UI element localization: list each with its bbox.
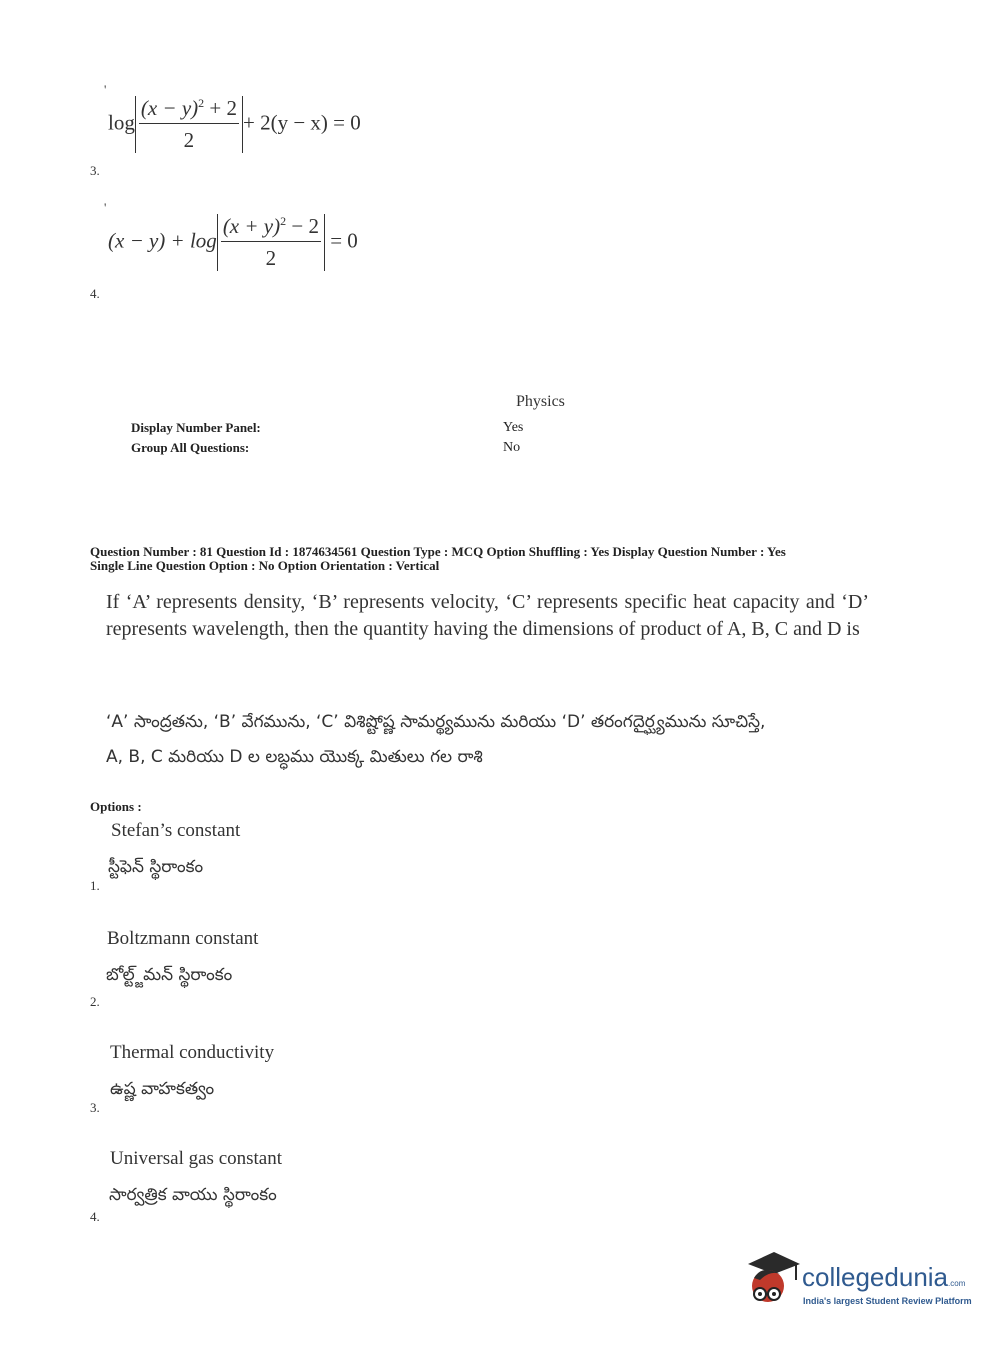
equation-option-3 bbox=[108, 96, 361, 153]
equation-option-4 bbox=[108, 214, 358, 271]
option-3-english[interactable]: Thermal conductivity bbox=[110, 1042, 275, 1063]
option-3-number: 3. bbox=[90, 1100, 100, 1115]
option-2-telugu[interactable]: బోల్ట్జ్‌మన్ స్థిరాంకం bbox=[106, 965, 233, 985]
collegedunia-logo[interactable] bbox=[740, 1250, 970, 1310]
eq3-denominator: 2 bbox=[183, 128, 195, 152]
option-4-number: 4. bbox=[90, 1209, 100, 1224]
eq3-fraction bbox=[139, 96, 239, 153]
eq3-abs-bars bbox=[135, 96, 243, 153]
option-number: 4. bbox=[90, 286, 100, 301]
option-2-number: 2. bbox=[90, 994, 100, 1009]
option-4-telugu[interactable]: సార్వత్రిక వాయు స్థిరాంకం bbox=[109, 1185, 277, 1205]
option-1-english[interactable]: Stefan’s constant bbox=[111, 820, 241, 841]
question-text-telugu-line2: A, B, C మరియు D ల లబ్ధము యొక్క మితులు గల రాశి bbox=[106, 747, 483, 767]
eq4-exponent: 2 bbox=[280, 214, 287, 228]
eq4-head: (x − y) + log bbox=[108, 228, 217, 253]
eq4-numerator-tail: − 2 bbox=[291, 214, 319, 238]
logo-tagline: India's largest Student Review Platform bbox=[803, 1296, 972, 1306]
eq3-exponent: 2 bbox=[198, 96, 205, 110]
eq3-numerator-tail: + 2 bbox=[209, 96, 237, 120]
option-4-english[interactable]: Universal gas constant bbox=[110, 1148, 283, 1169]
question-header-line1: Question Number : 81 Question Id : 1874634561 Question Type : MCQ Option Shuffling : Yes Display Question Number : Yes bbox=[90, 544, 786, 559]
option-3-telugu[interactable]: ఉష్ణ వాహకత్వం bbox=[110, 1079, 215, 1099]
tick-mark: ' bbox=[104, 82, 107, 97]
eq3-tail: + 2(y − x) = 0 bbox=[243, 110, 361, 135]
eq4-abs-bars bbox=[217, 214, 325, 271]
option-number: 3. bbox=[90, 163, 100, 178]
section-title: Physics bbox=[516, 393, 565, 410]
tick-mark: ' bbox=[104, 200, 107, 215]
question-text-english: If ‘A’ represents density, ‘B’ represents velocity, ‘C’ represents specific heat capacity and ‘D’ represents wavelength, then the quantity having the dimensions of product of A, B, C and D is bbox=[106, 591, 869, 640]
eq4-numerator: (x + y) bbox=[222, 214, 281, 238]
eq4-tail: = 0 bbox=[330, 228, 358, 253]
question-text-telugu-line1: ‘A’ సాంద్రతను, ‘B’ వేగమును, ‘C’ విశిష్టోష్ణ సామర్థ్యమును మరియు ‘D’ తరంగదైర్ఘ్యమును సూచిస్తే, bbox=[106, 712, 766, 732]
section-label-group-all-questions: Group All Questions: bbox=[131, 440, 250, 455]
logo-wordmark: collegedunia.com bbox=[802, 1262, 966, 1292]
section-value-group-all-questions: No bbox=[503, 440, 521, 455]
eq4-fraction bbox=[221, 214, 321, 271]
section-label-display-number-panel: Display Number Panel: bbox=[131, 420, 261, 435]
option-2-english[interactable]: Boltzmann constant bbox=[107, 928, 259, 949]
mascot-icon bbox=[740, 1250, 802, 1310]
eq3-numerator: (x − y) bbox=[140, 96, 199, 120]
section-value-display-number-panel: Yes bbox=[503, 420, 524, 435]
option-1-number: 1. bbox=[90, 878, 100, 893]
eq3-log: log bbox=[108, 110, 135, 135]
question-header-line2: Single Line Question Option : No Option Orientation : Vertical bbox=[90, 558, 440, 573]
options-label: Options : bbox=[90, 799, 142, 814]
eq4-denominator: 2 bbox=[265, 246, 277, 270]
option-1-telugu[interactable]: స్టీఫెన్ స్థిరాంకం bbox=[108, 857, 204, 877]
